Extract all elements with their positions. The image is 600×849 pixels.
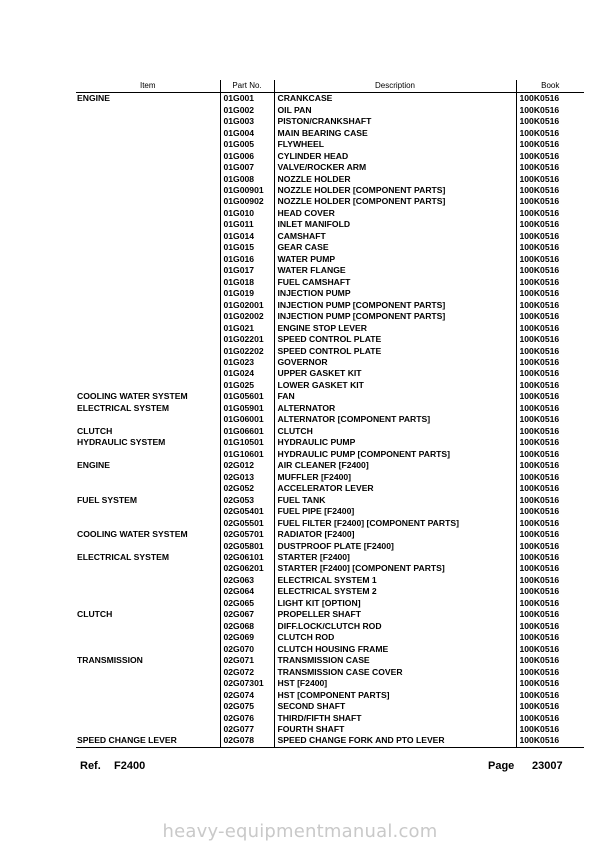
row-part-no: 02G076 [220,712,274,723]
table-row [76,265,584,276]
table-row [76,299,584,310]
row-description: HEAD COVER [274,208,516,219]
row-description: MUFFLER [F2400] [274,471,516,482]
row-part-no: 01G023 [220,357,274,368]
row-item [76,242,220,253]
row-part-no: 02G053 [220,494,274,505]
table-row [76,471,584,482]
row-book: 100K0516 [516,104,584,115]
header-description: Description [274,80,516,93]
row-item [76,357,220,368]
row-item: COOLING WATER SYSTEM [77,391,188,402]
row-book: 100K0516 [516,426,584,437]
table-row [76,139,584,150]
row-item [76,621,220,632]
table-row [76,93,584,105]
table-row [76,426,584,437]
row-description: FLYWHEEL [274,139,516,150]
row-item: TRANSMISSION [77,655,143,666]
table-row [76,586,584,597]
row-book: 100K0516 [516,414,584,425]
row-item [76,231,220,242]
table-row [76,357,584,368]
row-book: 100K0516 [516,678,584,689]
row-book: 100K0516 [516,93,584,105]
table-row [76,414,584,425]
row-part-no: 01G10501 [220,437,274,448]
row-part-no: 01G006 [220,150,274,161]
row-book: 100K0516 [516,299,584,310]
row-item [76,334,220,345]
row-description: INLET MANIFOLD [274,219,516,230]
row-part-no: 01G02001 [220,299,274,310]
row-item [76,254,220,265]
table-row [76,483,584,494]
row-item: CLUTCH [77,609,113,620]
row-book: 100K0516 [516,150,584,161]
row-item [76,104,220,115]
page-number: 23007 [532,760,563,772]
row-item [76,644,220,655]
row-book: 100K0516 [516,563,584,574]
table-row [76,724,584,735]
row-item [76,632,220,643]
row-item: CLUTCH [77,425,113,436]
row-description: SPEED CONTROL PLATE [274,345,516,356]
row-item: SPEED CHANGE LEVER [76,735,220,747]
row-description: NOZZLE HOLDER [COMPONENT PARTS] [274,196,516,207]
row-book: 100K0516 [516,540,584,551]
row-part-no: 01G06001 [220,414,274,425]
row-part-no: 02G065 [220,598,274,609]
row-item [76,471,220,482]
row-item: ELECTRICAL SYSTEM [77,402,169,413]
row-book: 100K0516 [516,116,584,127]
row-book: 100K0516 [516,219,584,230]
row-part-no: 02G052 [220,483,274,494]
row-part-no: 01G00901 [220,185,274,196]
row-part-no: 01G10601 [220,449,274,460]
row-description: HYDRAULIC PUMP [COMPONENT PARTS] [274,449,516,460]
table-row [76,127,584,138]
row-item [76,265,220,276]
table-row [76,150,584,161]
row-book: 100K0516 [516,621,584,632]
row-item [76,724,220,735]
table-row [76,621,584,632]
row-part-no: 01G024 [220,368,274,379]
row-book: 100K0516 [516,345,584,356]
row-description: NOZZLE HOLDER [274,173,516,184]
table-row [76,655,584,666]
row-book: 100K0516 [516,162,584,173]
row-book: 100K0516 [516,311,584,322]
table-row [76,735,584,747]
table-row [76,609,584,620]
row-book: 100K0516 [516,494,584,505]
row-book: 100K0516 [516,265,584,276]
table-row [76,529,584,540]
row-book: 100K0516 [516,712,584,723]
row-part-no: 01G018 [220,277,274,288]
row-part-no: 02G07301 [220,678,274,689]
table-row [76,162,584,173]
row-book: 100K0516 [516,127,584,138]
row-part-no: 01G008 [220,173,274,184]
row-description: ELECTRICAL SYSTEM 1 [274,575,516,586]
row-book: 100K0516 [516,196,584,207]
row-book: 100K0516 [516,506,584,517]
table-row [76,632,584,643]
row-book: 100K0516 [516,185,584,196]
row-part-no: 02G071 [220,655,274,666]
row-book: 100K0516 [516,437,584,448]
row-description: NOZZLE HOLDER [COMPONENT PARTS] [274,185,516,196]
ref-label: Ref. [80,760,101,772]
row-item [76,219,220,230]
row-item [76,288,220,299]
row-item: HYDRAULIC SYSTEM [77,437,166,448]
row-description: HST [F2400] [274,678,516,689]
row-item [76,277,220,288]
row-item [76,540,220,551]
table-row [76,437,584,448]
table-row [76,231,584,242]
row-item [76,666,220,677]
row-item [76,162,220,173]
row-item: COOLING WATER SYSTEM [77,529,188,540]
row-item [76,173,220,184]
row-part-no: 02G013 [220,471,274,482]
row-part-no: 01G011 [220,219,274,230]
row-description: WATER FLANGE [274,265,516,276]
row-book: 100K0516 [516,357,584,368]
row-book: 100K0516 [516,231,584,242]
row-description: WATER PUMP [274,254,516,265]
row-description: SPEED CONTROL PLATE [274,334,516,345]
row-book: 100K0516 [516,483,584,494]
row-item: ENGINE [77,93,110,104]
table-row [76,277,584,288]
row-part-no: 01G016 [220,254,274,265]
table-row [76,575,584,586]
watermark-text: heavy-equipmentmanual.com [162,821,438,842]
row-part-no: 02G05401 [220,506,274,517]
row-description: FUEL PIPE [F2400] [274,506,516,517]
row-part-no: 01G010 [220,208,274,219]
header-book: Book [516,80,584,93]
row-item [76,311,220,322]
table-row [76,644,584,655]
row-part-no: 01G05601 [220,391,274,402]
row-description: INJECTION PUMP [COMPONENT PARTS] [274,299,516,310]
row-book: 100K0516 [516,586,584,597]
row-item [76,563,220,574]
row-item: ELECTRICAL SYSTEM [77,551,169,562]
table-row [76,185,584,196]
row-description: OIL PAN [274,104,516,115]
row-item [76,586,220,597]
row-item [76,345,220,356]
row-description: ACCELERATOR LEVER [274,483,516,494]
row-description: CLUTCH ROD [274,632,516,643]
table-row [76,666,584,677]
page-label: Page [488,760,515,772]
table-row [76,517,584,528]
row-description: PISTON/CRANKSHAFT [274,116,516,127]
row-item [76,185,220,196]
table-row [76,380,584,391]
row-part-no: 02G077 [220,724,274,735]
row-description: INJECTION PUMP [274,288,516,299]
row-description: LOWER GASKET KIT [274,380,516,391]
table-row [76,494,584,505]
row-item [76,575,220,586]
row-book: 100K0516 [516,471,584,482]
row-book: 100K0516 [516,701,584,712]
row-item [76,139,220,150]
row-item [76,414,220,425]
header-item: Item [76,80,220,93]
row-description: TRANSMISSION CASE [274,655,516,666]
row-part-no: 01G05901 [220,403,274,414]
row-book: 100K0516 [516,529,584,540]
row-description: FUEL TANK [274,494,516,505]
row-book: 100K0516 [516,632,584,643]
row-part-no: 01G002 [220,104,274,115]
row-part-no: 02G078 [220,735,274,747]
table-row [76,563,584,574]
table-header-row [76,80,584,93]
row-book: 100K0516 [516,644,584,655]
row-description: INJECTION PUMP [COMPONENT PARTS] [274,311,516,322]
row-description: LIGHT KIT [OPTION] [274,598,516,609]
row-book: 100K0516 [516,575,584,586]
table-row [76,322,584,333]
row-item [76,689,220,700]
table-row [76,196,584,207]
table-row [76,116,584,127]
row-description: GOVERNOR [274,357,516,368]
row-book: 100K0516 [516,724,584,735]
row-item [76,678,220,689]
row-description: FUEL FILTER [F2400] [COMPONENT PARTS] [274,517,516,528]
row-part-no: 01G004 [220,127,274,138]
row-description: MAIN BEARING CASE [274,127,516,138]
row-item [76,208,220,219]
row-part-no: 01G014 [220,231,274,242]
row-description: ELECTRICAL SYSTEM 2 [274,586,516,597]
table-row [76,598,584,609]
row-item [76,380,220,391]
row-description: CAMSHAFT [274,231,516,242]
row-part-no: 01G021 [220,322,274,333]
row-book: 100K0516 [516,334,584,345]
row-description: HYDRAULIC PUMP [274,437,516,448]
table-row [76,208,584,219]
row-item [76,712,220,723]
row-part-no: 01G007 [220,162,274,173]
row-book: 100K0516 [516,735,584,747]
table-row [76,701,584,712]
row-description: GEAR CASE [274,242,516,253]
row-part-no: 02G05801 [220,540,274,551]
row-description: ENGINE STOP LEVER [274,322,516,333]
row-item [76,299,220,310]
row-part-no: 01G019 [220,288,274,299]
row-item [76,517,220,528]
row-description: FUEL CAMSHAFT [274,277,516,288]
row-item [76,127,220,138]
row-description: ALTERNATOR [COMPONENT PARTS] [274,414,516,425]
row-description: RADIATOR [F2400] [274,529,516,540]
row-description: DUSTPROOF PLATE [F2400] [274,540,516,551]
row-part-no: 02G075 [220,701,274,712]
row-description: CLUTCH HOUSING FRAME [274,644,516,655]
row-description: THIRD/FIFTH SHAFT [274,712,516,723]
header-part-no: Part No. [220,80,274,93]
row-part-no: 02G074 [220,689,274,700]
row-part-no: 02G067 [220,609,274,620]
row-item [76,483,220,494]
row-part-no: 02G05501 [220,517,274,528]
row-item: FUEL SYSTEM [77,494,138,505]
row-part-no: 01G003 [220,116,274,127]
row-book: 100K0516 [516,391,584,402]
row-book: 100K0516 [516,380,584,391]
row-book: 100K0516 [516,598,584,609]
row-book: 100K0516 [516,449,584,460]
table-row [76,311,584,322]
row-part-no: 01G06601 [220,426,274,437]
table-row [76,506,584,517]
row-book: 100K0516 [516,173,584,184]
row-part-no: 02G012 [220,460,274,471]
row-book: 100K0516 [516,254,584,265]
row-item [76,322,220,333]
row-description: ALTERNATOR [274,403,516,414]
table-row [76,552,584,563]
row-description: DIFF.LOCK/CLUTCH ROD [274,621,516,632]
table-row [76,173,584,184]
table-row [76,104,584,115]
row-book: 100K0516 [516,322,584,333]
row-description: UPPER GASKET KIT [274,368,516,379]
row-book: 100K0516 [516,689,584,700]
row-part-no: 01G02201 [220,334,274,345]
parts-index-table [76,80,584,748]
row-part-no: 02G064 [220,586,274,597]
row-part-no: 01G005 [220,139,274,150]
table-row [76,219,584,230]
table-row [76,689,584,700]
table-row [76,345,584,356]
row-description: CLUTCH [274,426,516,437]
table-row [76,288,584,299]
table-row [76,368,584,379]
row-description: FOURTH SHAFT [274,724,516,735]
row-part-no: 02G063 [220,575,274,586]
row-item [76,116,220,127]
row-part-no: 01G02002 [220,311,274,322]
table-row [76,540,584,551]
table-row [76,403,584,414]
row-part-no: 02G06101 [220,552,274,563]
table-row [76,254,584,265]
row-item [76,598,220,609]
row-description: CRANKCASE [274,93,516,105]
row-part-no: 01G00902 [220,196,274,207]
row-part-no: 01G02202 [220,345,274,356]
row-book: 100K0516 [516,242,584,253]
row-description: AIR CLEANER [F2400] [274,460,516,471]
row-book: 100K0516 [516,368,584,379]
row-description: VALVE/ROCKER ARM [274,162,516,173]
row-book: 100K0516 [516,277,584,288]
row-book: 100K0516 [516,655,584,666]
row-part-no: 02G05701 [220,529,274,540]
table-row [76,391,584,402]
row-item [76,506,220,517]
row-book: 100K0516 [516,552,584,563]
row-part-no: 01G015 [220,242,274,253]
table-body [76,93,584,748]
row-description: SECOND SHAFT [274,701,516,712]
row-part-no: 02G072 [220,666,274,677]
table-row [76,712,584,723]
table-row [76,334,584,345]
row-description: STARTER [F2400] [274,552,516,563]
ref-value: F2400 [114,760,146,772]
table-row [76,460,584,471]
row-book: 100K0516 [516,403,584,414]
row-item [76,368,220,379]
row-part-no: 02G069 [220,632,274,643]
row-description: SPEED CHANGE FORK AND PTO LEVER [274,735,516,747]
row-item [76,449,220,460]
row-description: FAN [274,391,516,402]
row-description: PROPELLER SHAFT [274,609,516,620]
row-book: 100K0516 [516,139,584,150]
row-item [76,196,220,207]
row-part-no: 02G070 [220,644,274,655]
row-description: HST [COMPONENT PARTS] [274,689,516,700]
row-part-no: 01G001 [220,93,274,105]
row-part-no: 01G017 [220,265,274,276]
row-item: ENGINE [77,460,110,471]
row-book: 100K0516 [516,460,584,471]
row-part-no: 02G06201 [220,563,274,574]
table-row [76,242,584,253]
row-book: 100K0516 [516,609,584,620]
row-description: STARTER [F2400] [COMPONENT PARTS] [274,563,516,574]
row-description: CYLINDER HEAD [274,150,516,161]
table-row [76,449,584,460]
row-part-no: 01G025 [220,380,274,391]
table-row [76,678,584,689]
row-part-no: 02G068 [220,621,274,632]
row-book: 100K0516 [516,208,584,219]
row-book: 100K0516 [516,517,584,528]
row-book: 100K0516 [516,666,584,677]
row-book: 100K0516 [516,288,584,299]
row-item [76,701,220,712]
page-footer [80,758,576,774]
row-description: TRANSMISSION CASE COVER [274,666,516,677]
row-item [76,150,220,161]
